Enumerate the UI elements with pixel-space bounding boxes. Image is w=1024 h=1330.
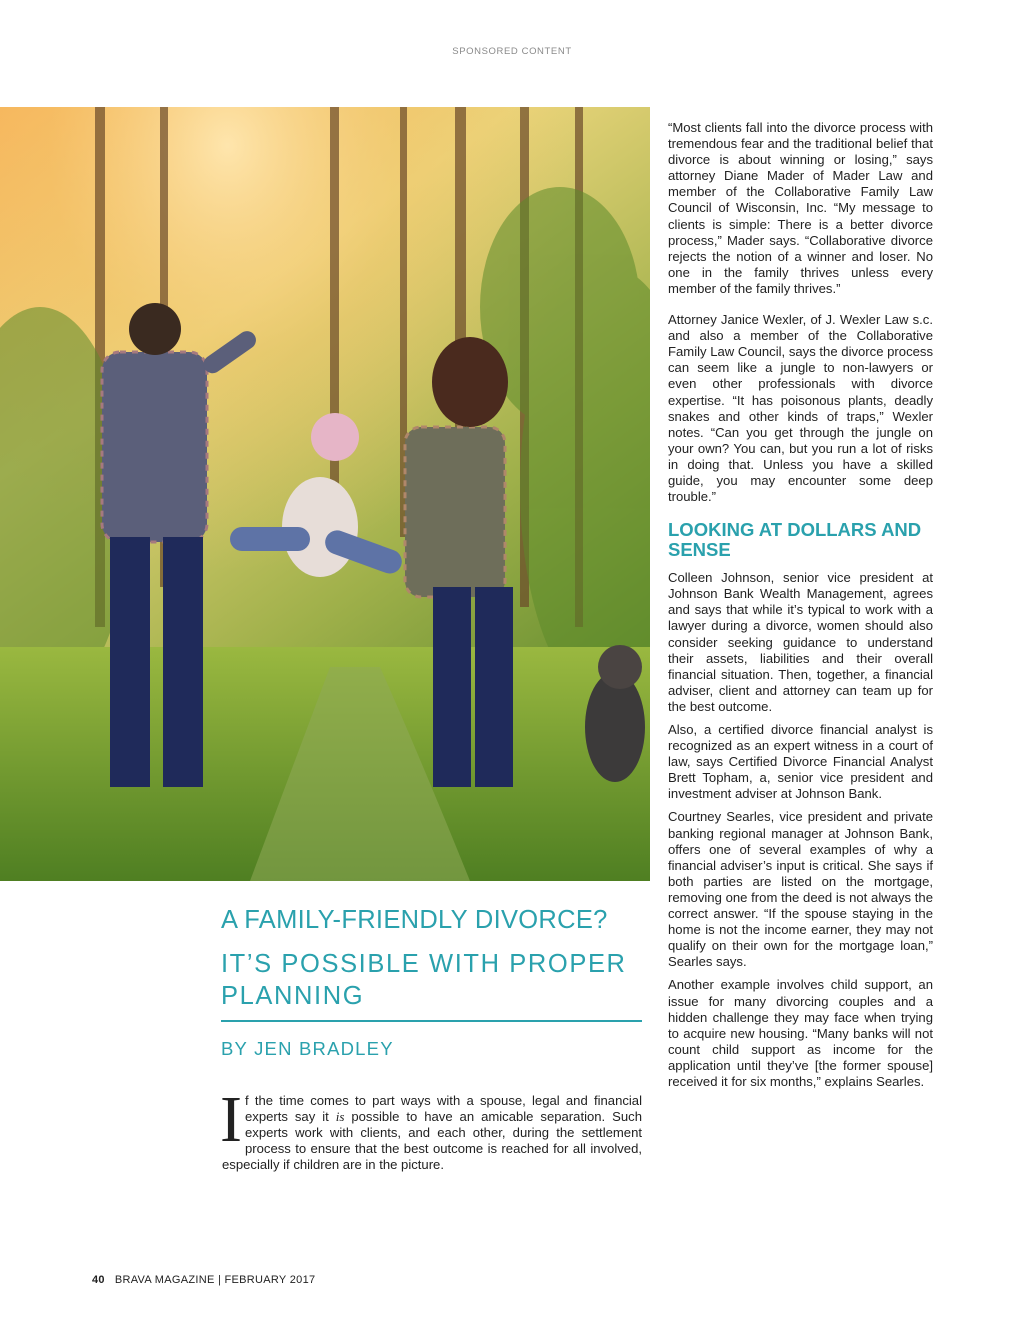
article-title: A FAMILY-FRIENDLY DIVORCE? bbox=[221, 906, 608, 934]
title-divider bbox=[221, 1020, 642, 1022]
lede-text-before: f the time comes to part ways with a spouse, legal and financial experts say it bbox=[244, 1093, 642, 1125]
subhead: LOOKING AT DOLLARS AND SENSE bbox=[668, 519, 922, 561]
paragraph-mader: “Most clients fall into the divorce process with tremendous fear and the traditional belief that divorce is about winning or losing,” says attorney Diane Mader of Mader Law and member of the Collaborative Family Law Council of Wisconsin, Inc. “My message to clients is simple: There is a better divorce process,” Mader says. “Collaborative divorce rejects the notion of a winner and loser. No one in the family thrives unless every member of the family thrives.” bbox=[668, 120, 933, 296]
page-footer bbox=[92, 1274, 315, 1286]
lede-emphasis: is bbox=[335, 1109, 345, 1125]
byline: BY JEN BRADLEY bbox=[221, 1038, 394, 1059]
paragraph-johnson: Colleen Johnson, senior vice president at Johnson Bank Wealth Management, agrees and says that while it’s typical to work with a lawyer during a divorce, women should also consider seeking guidance to understand their assets, liabilities and their overall financial situation. Then, together, a financial adviser, client and attorney can team up for the best outcome. bbox=[668, 570, 933, 714]
paragraph-topham: Also, a certified divorce financial analyst is recognized as an expert witness in a court of law, says Certified Divorce Financial Analyst Brett Topham, a, senior vice president and investment adviser at Johnson Bank. bbox=[668, 722, 933, 802]
drop-cap: I bbox=[220, 1083, 242, 1156]
page-number: 40 bbox=[92, 1274, 105, 1286]
sponsored-content-label: SPONSORED CONTENT bbox=[452, 46, 572, 57]
article-column-top bbox=[668, 120, 933, 1097]
lede-paragraph bbox=[220, 1083, 642, 1173]
article-subtitle: IT’S POSSIBLE WITH PROPER PLANNING bbox=[221, 950, 627, 1010]
lede-text-after: possible to have an amicable separation. Such experts work with clients, and each other, during the settlement process to ensure that the best outcome is reached for all involved, especially if children are in the picture. bbox=[222, 1109, 642, 1173]
family-forest-photo bbox=[0, 107, 650, 881]
paragraph-wexler: Attorney Janice Wexler, of J. Wexler Law s.c. and also a member of the Collaborative Family Law Council, says the divorce process can seem like a jungle to non-lawyers or even other professionals with divorce expertise. “It has poisonous plants, deadly snakes and other kinds of traps,” Wexler notes. “Can you get through the jungle on your own? You can, but you run a lot of risks in doing that. Unless you have a skilled guide, you may encounter some deep trouble.” bbox=[668, 312, 933, 505]
paragraph-child-support: Another example involves child support, an issue for many divorcing couples and a hidden challenge they may face when trying to acquire new housing. “Many banks will not count child support as income for the application until they’ve [the former spouse] received it for six months,” explains Searles. bbox=[668, 977, 933, 1089]
publication-line: BRAVA MAGAZINE | FEBRUARY 2017 bbox=[114, 1274, 316, 1286]
paragraph-searles: Courtney Searles, vice president and private banking regional manager at Johnson Bank, offers one of several examples of why a financial adviser’s input is critical. She says if both parties are listed on the mortgage, removing one from the deed is not always the correct answer. “If the spouse staying in the home is not the income earner, they may not qualify on their own for the mortgage loan,” Searles says. bbox=[668, 809, 933, 970]
